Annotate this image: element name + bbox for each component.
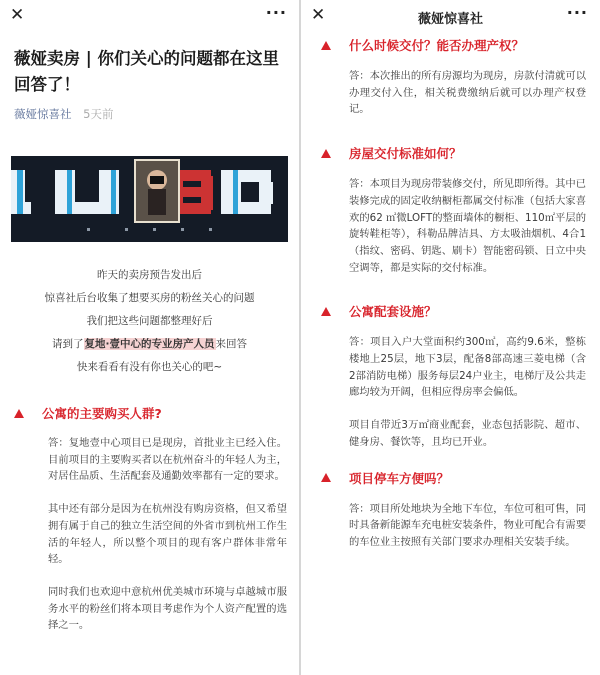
nav-title: 薇娅惊喜社	[417, 12, 483, 27]
answer-paragraph: 答：复地壹中心项目已是现房，首批业主已经入住。目前项目的主要购买者以在杭州奋斗的年轻人为主，对居住品质、生活配套及通勤效率都有一定的要求。	[48, 437, 287, 483]
top-nav-bar	[301, 0, 600, 32]
answer-paragraph: 项目自带近3万㎡商业配套，业态包括影院、超市、健身房、餐饮等，且均已开业。	[349, 419, 586, 448]
close-icon[interactable]: ✕	[10, 5, 25, 25]
intro-line-highlight	[0, 337, 299, 351]
banner-image	[11, 156, 288, 242]
intro-line: 昨天的卖房预告发出后	[97, 269, 202, 281]
red-triangle-icon	[321, 473, 331, 482]
answer-paragraph: 答：本项目为现房带装修交付，所见即所得。其中已装修完成的固定收纳橱柜都属交付标准（包括大家喜欢的62 ㎡微LOFT的整面墙体的橱柜、110㎡平层的旋转鞋柜等），科勒品牌洁具、方太吸油烟机、4合1（指纹、密码、钥匙、刷卡）智能密码锁、日立中央空调等，都是实际的交付标准。	[349, 178, 586, 274]
question-heading	[14, 404, 299, 422]
article-meta	[14, 106, 285, 122]
question-heading	[321, 302, 600, 320]
question-heading	[321, 469, 600, 487]
answer-block	[349, 501, 586, 551]
intro-line: 我们把这些问题都整理好后	[86, 315, 213, 327]
answer-block	[349, 334, 586, 450]
red-triangle-icon	[14, 409, 24, 418]
article-title: 薇娅卖房 | 你们关心的问题都在这里回答了！	[14, 49, 280, 94]
top-nav-bar	[0, 0, 299, 32]
more-menu-icon[interactable]: ···	[265, 3, 287, 22]
answer-paragraph: 答：项目所处地块为全地下车位，车位可租可售，同时具备新能源车充电桩安装条件，物业可配合有需要的车位业主按照有关部门要求办理相关安装手续。	[349, 502, 586, 548]
question-text: 公寓的主要购买人群?	[42, 406, 162, 421]
question-text: 房屋交付标准如何？	[349, 146, 462, 162]
red-triangle-icon	[321, 149, 331, 158]
answer-paragraph: 答：本次推出的所有房源均为现房，房款付清就可以办理交付入住，相关税费缴纳后就可以办理产权登记。	[349, 70, 586, 116]
publish-time: 5天前	[83, 107, 114, 121]
intro-post: 来回答	[215, 338, 247, 350]
red-triangle-icon	[321, 41, 331, 50]
question-text: 项目停车方便吗？	[349, 470, 450, 486]
question-text: 公寓配套设施？	[349, 304, 437, 320]
question-heading	[321, 144, 600, 162]
intro-line: 惊喜社后台收集了想要买房的粉丝关心的问题	[44, 292, 255, 304]
answer-block	[349, 68, 586, 118]
answer-paragraph: 答：项目入户大堂面积约300㎡，高约9.6米，整栋楼地上25层，地下3层，配备8部高速三菱电梯（含2部消防电梯）服务每层24户业主，电梯厅及公共走廊均较为开阔，但相应得房率会偏低。	[349, 336, 586, 399]
intro-line: 快来看看有没有你也关心的吧~	[76, 361, 223, 373]
red-triangle-icon	[321, 307, 331, 316]
highlight-text: 复地·壹中心的专业房产人员	[84, 338, 215, 350]
author-link[interactable]: 薇娅惊喜社	[14, 107, 72, 121]
intro-text	[0, 268, 299, 374]
question-heading	[321, 36, 600, 54]
right-article-pane[interactable]	[301, 0, 600, 675]
intro-pre: 请到了	[52, 338, 84, 350]
left-article-pane[interactable]	[0, 0, 299, 675]
answer-block	[48, 435, 287, 634]
answer-block	[349, 176, 586, 276]
close-icon[interactable]: ✕	[311, 5, 326, 25]
answer-paragraph: 同时我们也欢迎中意杭州优美城市环境与卓越城市服务水平的粉丝们将本项目考虑作为个人资产配置的选择之一。	[48, 585, 287, 632]
more-menu-icon[interactable]: ···	[566, 3, 588, 22]
answer-paragraph: 其中还有部分是因为在杭州没有购房资格，但又希望拥有属于自己的独立生活空间的外省市到杭州工作生活的年轻人，所以整个项目的现有客户群体非常年轻。	[48, 503, 287, 566]
question-text: 什么时候交付？能否办理产权？	[349, 38, 525, 53]
banner-graphic	[11, 156, 288, 242]
